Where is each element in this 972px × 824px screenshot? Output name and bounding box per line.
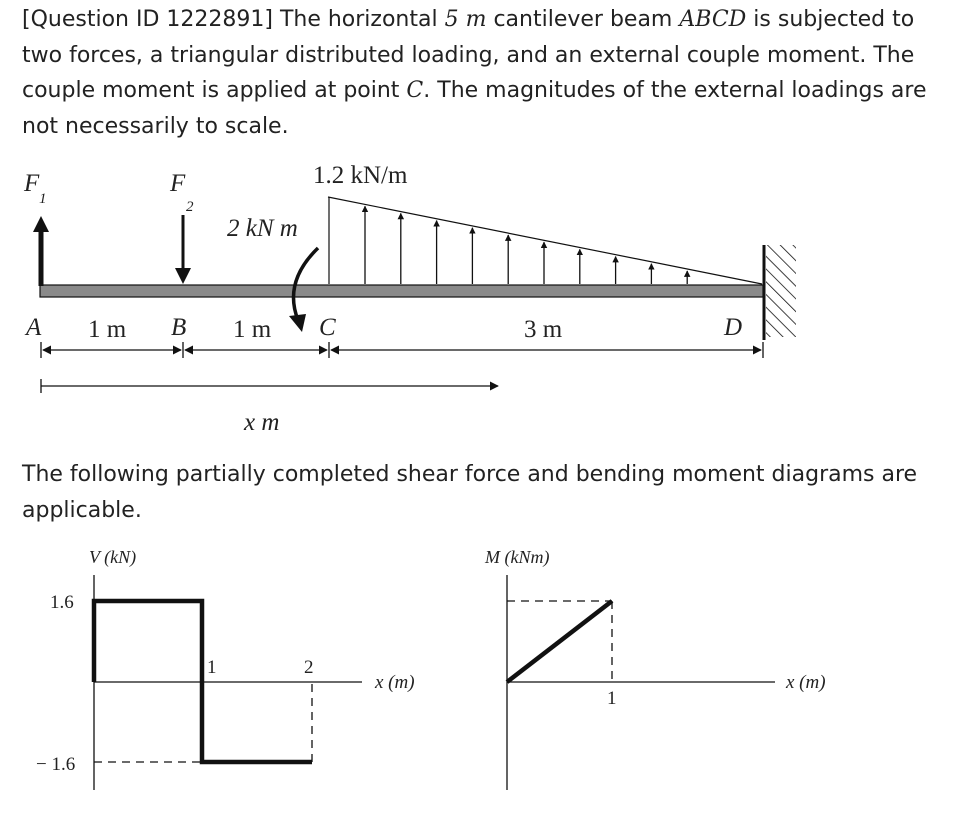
x-axis-label: x m — [244, 409, 280, 436]
x-axis-arrow — [41, 379, 498, 393]
beam-diagram — [23, 162, 796, 436]
moment-x-tick-1: 1 — [607, 688, 617, 709]
distributed-load — [328, 197, 762, 284]
dim-cd: 3 m — [524, 316, 563, 343]
f2-label: F — [170, 170, 186, 197]
shear-force-diagram — [36, 547, 415, 790]
couple-point: C — [406, 78, 424, 103]
question-text: [Question ID 1222891] The horizontal 5 m cantilever beam ABCD is subjected to two forces, a triangular distributed loading, and an external couple moment. The couple moment is applied at point C. The magnitudes of the external loadings are not necessarily to scale. — [22, 7, 927, 139]
shear-x-tick-1: 1 — [207, 657, 217, 678]
dimension-lines — [41, 342, 763, 358]
beam — [40, 285, 763, 297]
moment-y-label: M (kNm) — [485, 547, 550, 567]
dim-bc: 1 m — [233, 316, 272, 343]
bending-moment-diagram — [484, 547, 826, 790]
point-a: A — [26, 314, 42, 341]
distributed-load-label: 1.2 kN/m — [313, 162, 408, 189]
point-d: D — [724, 314, 743, 341]
f1-subscript: 1 — [39, 191, 47, 207]
shear-y-label: V (kN) — [89, 547, 137, 567]
f2-subscript: 2 — [186, 199, 194, 215]
beam-name: ABCD — [679, 7, 747, 32]
couple-moment-label: 2 kN m — [227, 215, 298, 242]
moment-curve — [507, 601, 612, 682]
fixed-support — [764, 245, 796, 340]
moment-x-label: x (m) — [786, 672, 826, 693]
point-b: B — [171, 314, 187, 341]
beam-length: 5 m — [444, 7, 487, 32]
point-c: C — [319, 314, 336, 341]
force-f1-arrow — [33, 216, 49, 286]
force-f2-arrow — [175, 215, 191, 284]
shear-pos-tick: 1.6 — [50, 592, 74, 613]
shear-neg-tick: − 1.6 — [36, 754, 76, 775]
shear-x-tick-2: 2 — [304, 657, 314, 678]
follow-text: The following partially completed shear force and bending moment diagrams are applicable. — [22, 462, 918, 523]
shear-x-label: x (m) — [375, 672, 415, 693]
load-arrows — [365, 206, 687, 284]
dim-ab: 1 m — [88, 316, 127, 343]
f1-label: F — [24, 170, 40, 197]
